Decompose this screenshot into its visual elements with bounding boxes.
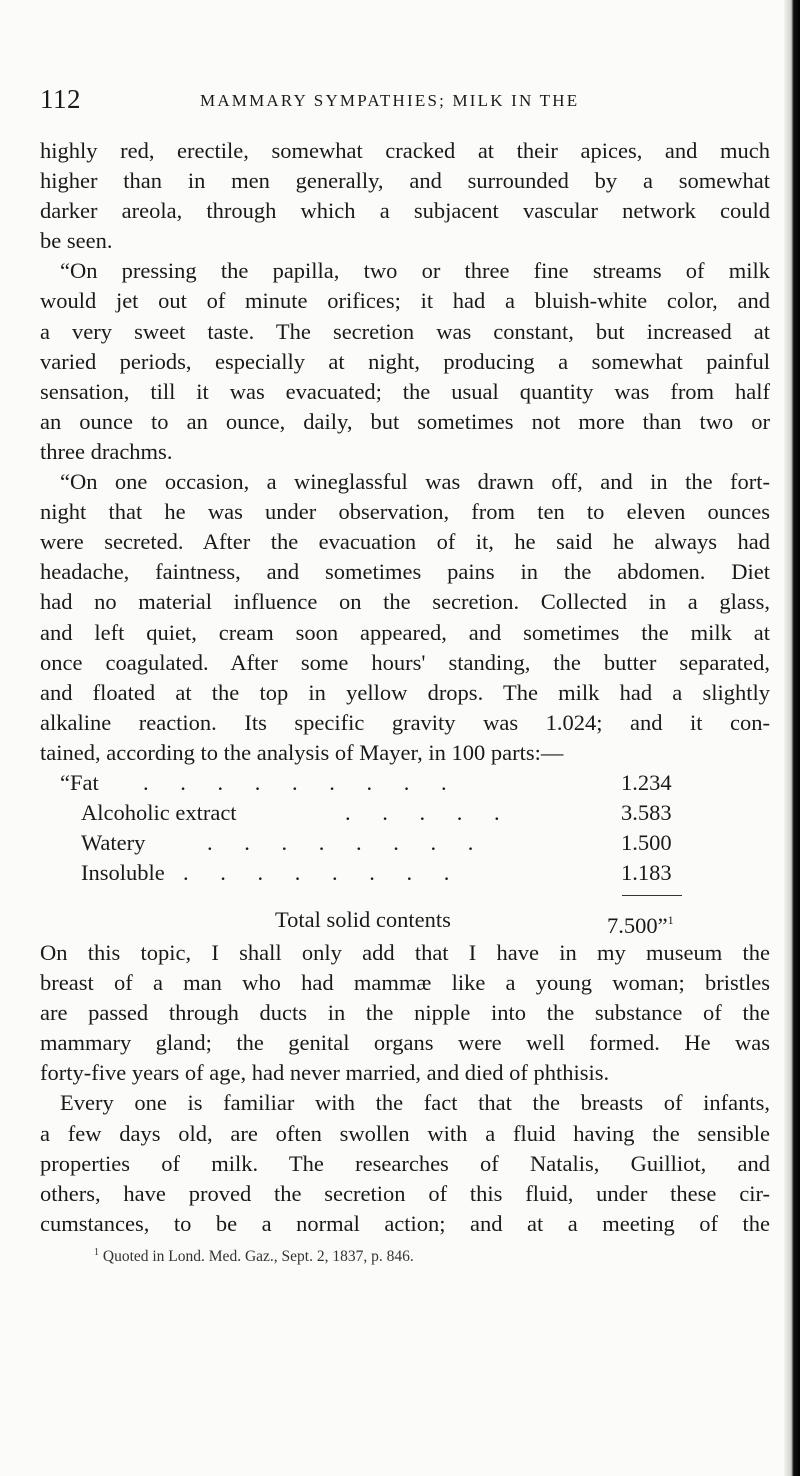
paragraph xyxy=(40,938,770,1088)
sum-rule-row xyxy=(40,888,770,902)
paragraph xyxy=(40,467,770,768)
paragraph xyxy=(40,256,770,467)
text-line: On this topic, I shall only add that I have in my museum the xyxy=(40,939,770,965)
footnote xyxy=(94,1247,414,1266)
text-line: cumstances, to be a normal action; and at a meeting of the xyxy=(40,1210,770,1236)
analysis-row xyxy=(40,768,770,798)
text-line: alkaline reaction. Its specific gravity was 1.024; and it con- xyxy=(40,709,770,735)
analysis-value: 1.183 xyxy=(621,859,672,885)
text-line: varied periods, especially at night, producing a somewhat painful xyxy=(40,348,770,374)
body-text xyxy=(40,136,770,1239)
total-value xyxy=(607,902,674,944)
text-line: darker areola, through which a subjacent vascular network could xyxy=(40,198,770,224)
text-line: others, have proved the secretion of this fluid, under these cir- xyxy=(40,1180,770,1206)
total-number: 7.500” xyxy=(607,912,668,938)
running-head: MAMMARY SYMPATHIES; MILK IN THE xyxy=(200,91,580,110)
footnote-marker: 1 xyxy=(94,1247,99,1258)
text-line: higher than in men generally, and surrounded by a somewhat xyxy=(40,168,770,194)
text-line: an ounce to an ounce, daily, but sometimes not more than two or xyxy=(40,408,770,434)
page-edge-shadow xyxy=(784,0,800,1476)
analysis-component: Insoluble xyxy=(81,859,165,885)
analysis-table xyxy=(40,768,770,888)
text-line: breast of a man who had mammæ like a young woman; bristles xyxy=(40,970,770,996)
text-line: “On one occasion, a wineglassful was drawn off, and in the fort- xyxy=(60,469,770,495)
text-line: and floated at the top in yellow drops. The milk had a slightly xyxy=(40,679,770,705)
text-line: a few days old, are often swollen with a fluid having the sensible xyxy=(40,1120,770,1146)
analysis-component: Alcoholic extract xyxy=(81,799,237,825)
text-line: sensation, till it was evacuated; the usual quantity was from half xyxy=(40,378,770,404)
text-line: and left quiet, cream soon appeared, and sometimes the milk at xyxy=(40,619,770,645)
sum-rule xyxy=(622,895,682,896)
text-line: be seen. xyxy=(40,228,113,254)
leader-dots: . . . . . . . . . xyxy=(143,769,460,795)
total-label: Total solid contents xyxy=(275,906,451,932)
text-line: tained, according to the analysis of Mayer, in 100 parts:— xyxy=(40,739,564,765)
paragraph xyxy=(40,1088,770,1238)
text-line: once coagulated. After some hours' standing, the butter separated, xyxy=(40,649,770,675)
paragraph xyxy=(40,136,770,256)
total-row xyxy=(40,902,770,938)
footnote-text: Quoted in Lond. Med. Gaz., Sept. 2, 1837, p. 846. xyxy=(102,1248,414,1265)
text-line: night that he was under observation, from ten to eleven ounces xyxy=(40,499,770,525)
text-line: mammary gland; the genital organs were well formed. He was xyxy=(40,1030,770,1056)
analysis-row xyxy=(40,828,770,858)
analysis-value: 1.234 xyxy=(621,769,672,795)
leader-dots: . . . . . . . . xyxy=(183,859,463,885)
text-line: were secreted. After the evacuation of it, he said he always had xyxy=(40,529,770,555)
analysis-row xyxy=(40,858,770,888)
analysis-value: 3.583 xyxy=(621,799,672,825)
page-number: 112 xyxy=(40,84,81,114)
text-line: had no material influence on the secretion. Collected in a glass, xyxy=(40,589,770,615)
text-line: a very sweet taste. The secretion was constant, but increased at xyxy=(40,318,770,344)
analysis-row xyxy=(40,798,770,828)
text-line: are passed through ducts in the nipple into the substance of the xyxy=(40,1000,770,1026)
text-line: properties of milk. The researches of Natalis, Guilliot, and xyxy=(40,1150,770,1176)
leader-dots: . . . . . xyxy=(345,799,513,825)
text-line: Every one is familiar with the fact that the breasts of infants, xyxy=(60,1090,770,1116)
text-line: headache, faintness, and sometimes pains in the abdomen. Diet xyxy=(40,559,770,585)
text-line: would jet out of minute orifices; it had a bluish-white color, and xyxy=(40,288,770,314)
footnote-reference: 1 xyxy=(667,912,674,927)
text-line: highly red, erectile, somewhat cracked at their apices, and much xyxy=(40,138,770,163)
analysis-component: Watery xyxy=(81,829,146,855)
text-line: forty-five years of age, had never married, and died of phthisis. xyxy=(40,1060,610,1086)
text-line: three drachms. xyxy=(40,438,173,464)
analysis-value: 1.500 xyxy=(621,829,672,855)
leader-dots: . . . . . . . . xyxy=(207,829,487,855)
page-header xyxy=(40,84,770,114)
text-line: “On pressing the papilla, two or three fine streams of milk xyxy=(60,258,770,284)
analysis-component: “Fat xyxy=(60,769,99,795)
